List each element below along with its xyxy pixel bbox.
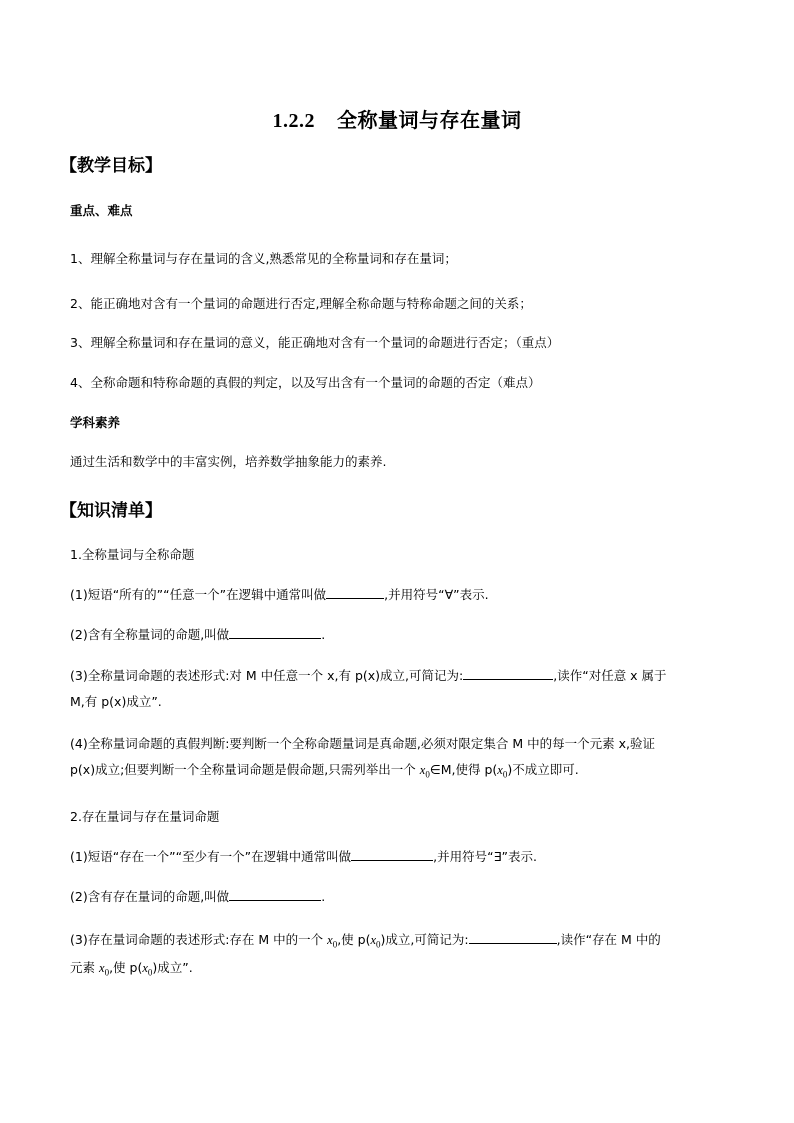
objective-item-2: 2、能正确地对含有一个量词的命题进行否定,理解全称命题与特称命题之间的关系； bbox=[70, 296, 532, 311]
text: )成立,可简记为: bbox=[380, 932, 469, 947]
text: )不成立即可. bbox=[507, 762, 579, 777]
part2-item1 bbox=[70, 847, 537, 865]
text: (1)短语“存在一个”“至少有一个”在逻辑中通常叫做 bbox=[70, 849, 352, 864]
part2-item3-line1 bbox=[70, 930, 661, 950]
math-x0: $x_0$ bbox=[99, 961, 110, 978]
math-x0: $x_0$ bbox=[497, 763, 508, 780]
part1-item2 bbox=[70, 625, 325, 643]
section-heading-knowledge: 【知识清单】 bbox=[60, 501, 162, 521]
text: )成立”. bbox=[152, 960, 193, 975]
text: (1)短语“所有的”“任意一个”在逻辑中通常叫做 bbox=[70, 587, 327, 602]
part2-item2 bbox=[70, 887, 325, 905]
fill-blank[interactable] bbox=[463, 667, 553, 680]
text: ,并用符号“∀”表示. bbox=[384, 587, 489, 602]
literacy-text: 通过生活和数学中的丰富实例，培养数学抽象能力的素养. bbox=[70, 454, 387, 469]
subheading-literacy: 学科素养 bbox=[70, 415, 121, 430]
part1-item1 bbox=[70, 585, 489, 603]
math-x0: $x_0$ bbox=[370, 933, 381, 950]
text: . bbox=[321, 889, 326, 904]
title-number: 1.2.2 bbox=[272, 110, 315, 132]
text: p(x)成立;但要判断一个全称量词命题是假命题,只需列举出一个 bbox=[70, 762, 416, 777]
objective-item-3: 3、理解全称量词和存在量词的意义，能正确地对含有一个量词的命题进行否定；（重点） bbox=[70, 335, 560, 350]
math-x0: $x_0$ bbox=[419, 763, 430, 780]
text: (3)存在量词命题的表述形式:存在 M 中的一个 bbox=[70, 932, 324, 947]
text: ,使 p( bbox=[109, 960, 143, 975]
objective-item-4: 4、全称命题和特称命题的真假的判定，以及写出含有一个量词的命题的否定（难点） bbox=[70, 375, 541, 390]
fill-blank[interactable] bbox=[351, 848, 433, 861]
fill-blank[interactable] bbox=[229, 888, 321, 901]
text: ∈M,使得 p( bbox=[429, 762, 498, 777]
text: ,并用符号“∃”表示. bbox=[433, 849, 537, 864]
text: (2)含有全称量词的命题,叫做 bbox=[70, 627, 230, 642]
part1-item4-line2 bbox=[70, 760, 579, 780]
part2-title: 2.存在量词与存在量词命题 bbox=[70, 809, 220, 824]
part1-title: 1.全称量词与全称命题 bbox=[70, 547, 195, 562]
text: 元素 bbox=[70, 960, 96, 975]
part1-item4-line1: (4)全称量词命题的真假判断:要判断一个全称命题量词是真命题,必须对限定集合 M 中的每一个元素 x,验证 bbox=[70, 736, 655, 751]
page-title bbox=[0, 104, 794, 133]
text: ,读作“存在 M 中的 bbox=[556, 932, 661, 947]
fill-blank[interactable] bbox=[229, 626, 321, 639]
text: (2)含有存在量词的命题,叫做 bbox=[70, 889, 230, 904]
section-heading-objectives: 【教学目标】 bbox=[60, 156, 162, 176]
part1-item3-line1 bbox=[70, 666, 667, 684]
math-x0: $x_0$ bbox=[327, 933, 338, 950]
text: (3)全称量词命题的表述形式:对 M 中任意一个 x,有 p(x)成立,可简记为: bbox=[70, 668, 464, 683]
part1-item3-line2: M,有 p(x)成立”. bbox=[70, 694, 162, 709]
subheading-key-points: 重点、难点 bbox=[70, 203, 133, 218]
objective-item-1: 1、理解全称量词与存在量词的含义,熟悉常见的全称量词和存在量词； bbox=[70, 251, 457, 266]
text: ,读作“对任意 x 属于 bbox=[553, 668, 667, 683]
text: ,使 p( bbox=[337, 932, 371, 947]
text: . bbox=[321, 627, 326, 642]
fill-blank[interactable] bbox=[326, 586, 384, 599]
title-text: 全称量词与存在量词 bbox=[337, 110, 522, 132]
fill-blank[interactable] bbox=[469, 931, 557, 944]
math-x0: $x_0$ bbox=[142, 961, 153, 978]
part2-item3-line2 bbox=[70, 958, 193, 978]
